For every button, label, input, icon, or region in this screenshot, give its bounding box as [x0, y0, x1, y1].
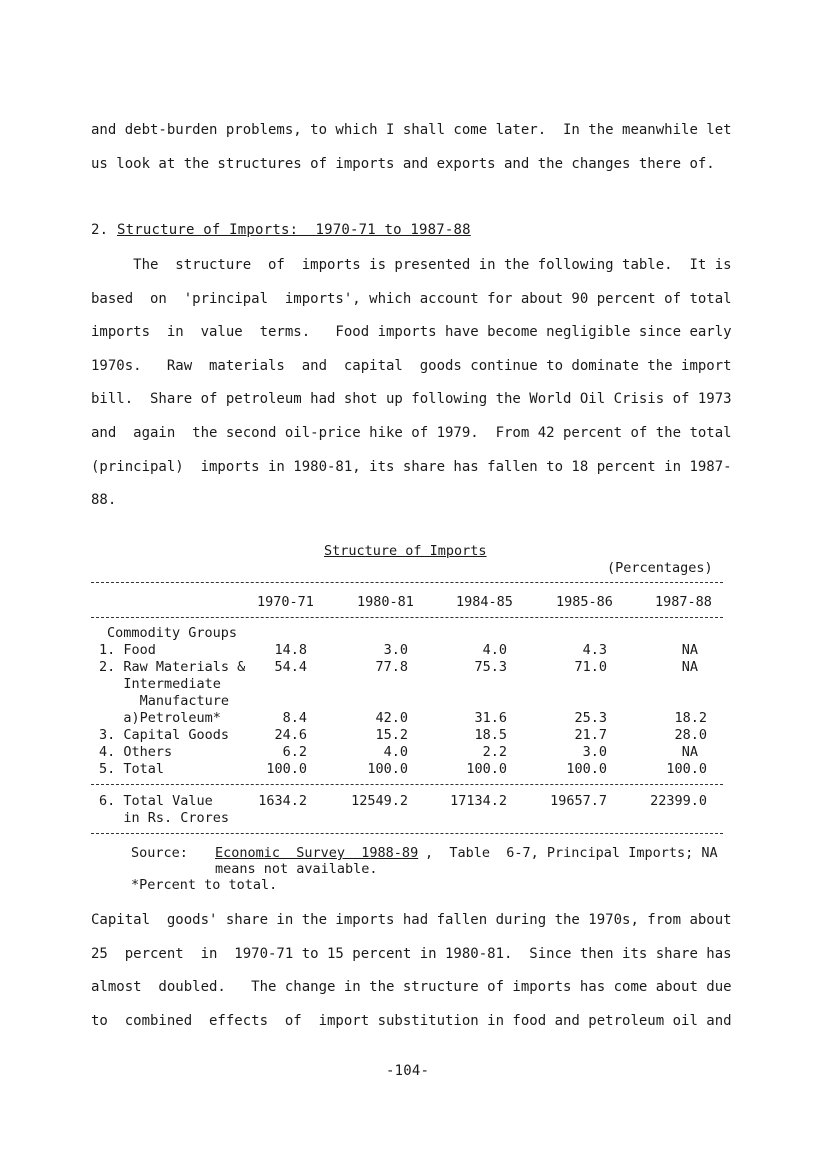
cell: 42.0 — [375, 710, 408, 726]
cell: NA — [681, 744, 698, 760]
cell: 14.8 — [274, 642, 307, 658]
para1-line: based on 'principal imports', which account for about 90 percent of total — [91, 291, 732, 307]
para1-line: 1970s. Raw materials and capital goods continue to dominate the import — [91, 358, 732, 374]
cell: 3.0 — [582, 744, 607, 760]
cell: 54.4 — [274, 659, 307, 675]
table-rule-bottom — [91, 833, 723, 834]
para1-line: imports in value terms. Food imports have become negligible since early — [91, 324, 732, 340]
cell: 18.2 — [674, 710, 707, 726]
cell: 1634.2 — [258, 793, 307, 809]
source-footnote: *Percent to total. — [131, 877, 278, 893]
cell: 22399.0 — [650, 793, 707, 809]
intro-line-2: us look at the structures of imports and exports and the changes there of. — [91, 156, 715, 172]
para1-line: (principal) imports in 1980-81, its share has fallen to 18 percent in 1987- — [91, 459, 732, 475]
para2-line: almost doubled. The change in the structure of imports has come about due — [91, 979, 732, 995]
cell: 17134.2 — [450, 793, 507, 809]
table-unit: (Percentages) — [607, 560, 713, 576]
table-rule-top — [91, 582, 723, 583]
cell: 100.0 — [566, 761, 607, 777]
cell: 77.8 — [375, 659, 408, 675]
para2-line: to combined effects of import substitution in food and petroleum oil and — [91, 1013, 732, 1029]
row-label: 6. Total Value — [99, 793, 213, 809]
cell: 4.0 — [383, 744, 408, 760]
intro-line-1: and debt-burden problems, to which I shall come later. In the meanwhile let — [91, 122, 732, 138]
cell: 4.0 — [482, 642, 507, 658]
para1-line: 88. — [91, 492, 117, 508]
row-label: Manufacture — [99, 693, 230, 709]
cell: 8.4 — [282, 710, 307, 726]
cell: 19657.7 — [550, 793, 607, 809]
para2-line: Capital goods' share in the imports had fallen during the 1970s, from about — [91, 912, 732, 928]
row-label: a)Petroleum* — [99, 710, 221, 726]
row-label: 2. Raw Materials & — [99, 659, 246, 675]
row-label: 3. Capital Goods — [99, 727, 230, 743]
source-label: Source: — [131, 845, 188, 861]
cell: NA — [681, 659, 698, 675]
cell: 71.0 — [574, 659, 607, 675]
source-reference: Economic Survey 1988-89 — [215, 845, 419, 861]
section-number: 2. — [91, 222, 109, 238]
column-header: 1984-85 — [456, 594, 513, 610]
row-label-cont: in Rs. Crores — [99, 810, 230, 826]
page-number: -104- — [386, 1063, 430, 1079]
cell: 25.3 — [574, 710, 607, 726]
cell: NA — [681, 642, 698, 658]
row-label: 4. Others — [99, 744, 173, 760]
source-line-2: means not available. — [215, 861, 378, 877]
cell: 6.2 — [282, 744, 307, 760]
cell: 100.0 — [666, 761, 707, 777]
column-header: 1970-71 — [257, 594, 314, 610]
row-label: Intermediate — [99, 676, 221, 692]
section-title: Structure of Imports: 1970-71 to 1987-88 — [117, 222, 471, 238]
cell: 100.0 — [466, 761, 507, 777]
cell: 100.0 — [367, 761, 408, 777]
cell: 31.6 — [474, 710, 507, 726]
para1-line: The structure of imports is presented in the following table. It is — [91, 257, 732, 273]
para1-line: bill. Share of petroleum had shot up following the World Oil Crisis of 1973 — [91, 391, 732, 407]
cell: 12549.2 — [351, 793, 408, 809]
table-title: Structure of Imports — [324, 543, 487, 559]
cell: 2.2 — [482, 744, 507, 760]
row-label: 1. Food — [99, 642, 156, 658]
cell: 18.5 — [474, 727, 507, 743]
cell: 75.3 — [474, 659, 507, 675]
cell: 21.7 — [574, 727, 607, 743]
cell: 28.0 — [674, 727, 707, 743]
cell: 15.2 — [375, 727, 408, 743]
row-label: 5. Total — [99, 761, 165, 777]
cell: 3.0 — [383, 642, 408, 658]
column-header: 1985-86 — [556, 594, 613, 610]
column-header: 1980-81 — [357, 594, 414, 610]
group-header: Commodity Groups — [107, 625, 238, 641]
cell: 24.6 — [274, 727, 307, 743]
table-rule-total — [91, 784, 723, 785]
para2-line: 25 percent in 1970-71 to 15 percent in 1980-81. Since then its share has — [91, 946, 732, 962]
para1-line: and again the second oil-price hike of 1979. From 42 percent of the total — [91, 425, 732, 441]
column-header: 1987-88 — [655, 594, 712, 610]
table-rule-header — [91, 617, 723, 618]
source-detail: , Table 6-7, Principal Imports; NA — [425, 845, 718, 861]
cell: 100.0 — [266, 761, 307, 777]
cell: 4.3 — [582, 642, 607, 658]
